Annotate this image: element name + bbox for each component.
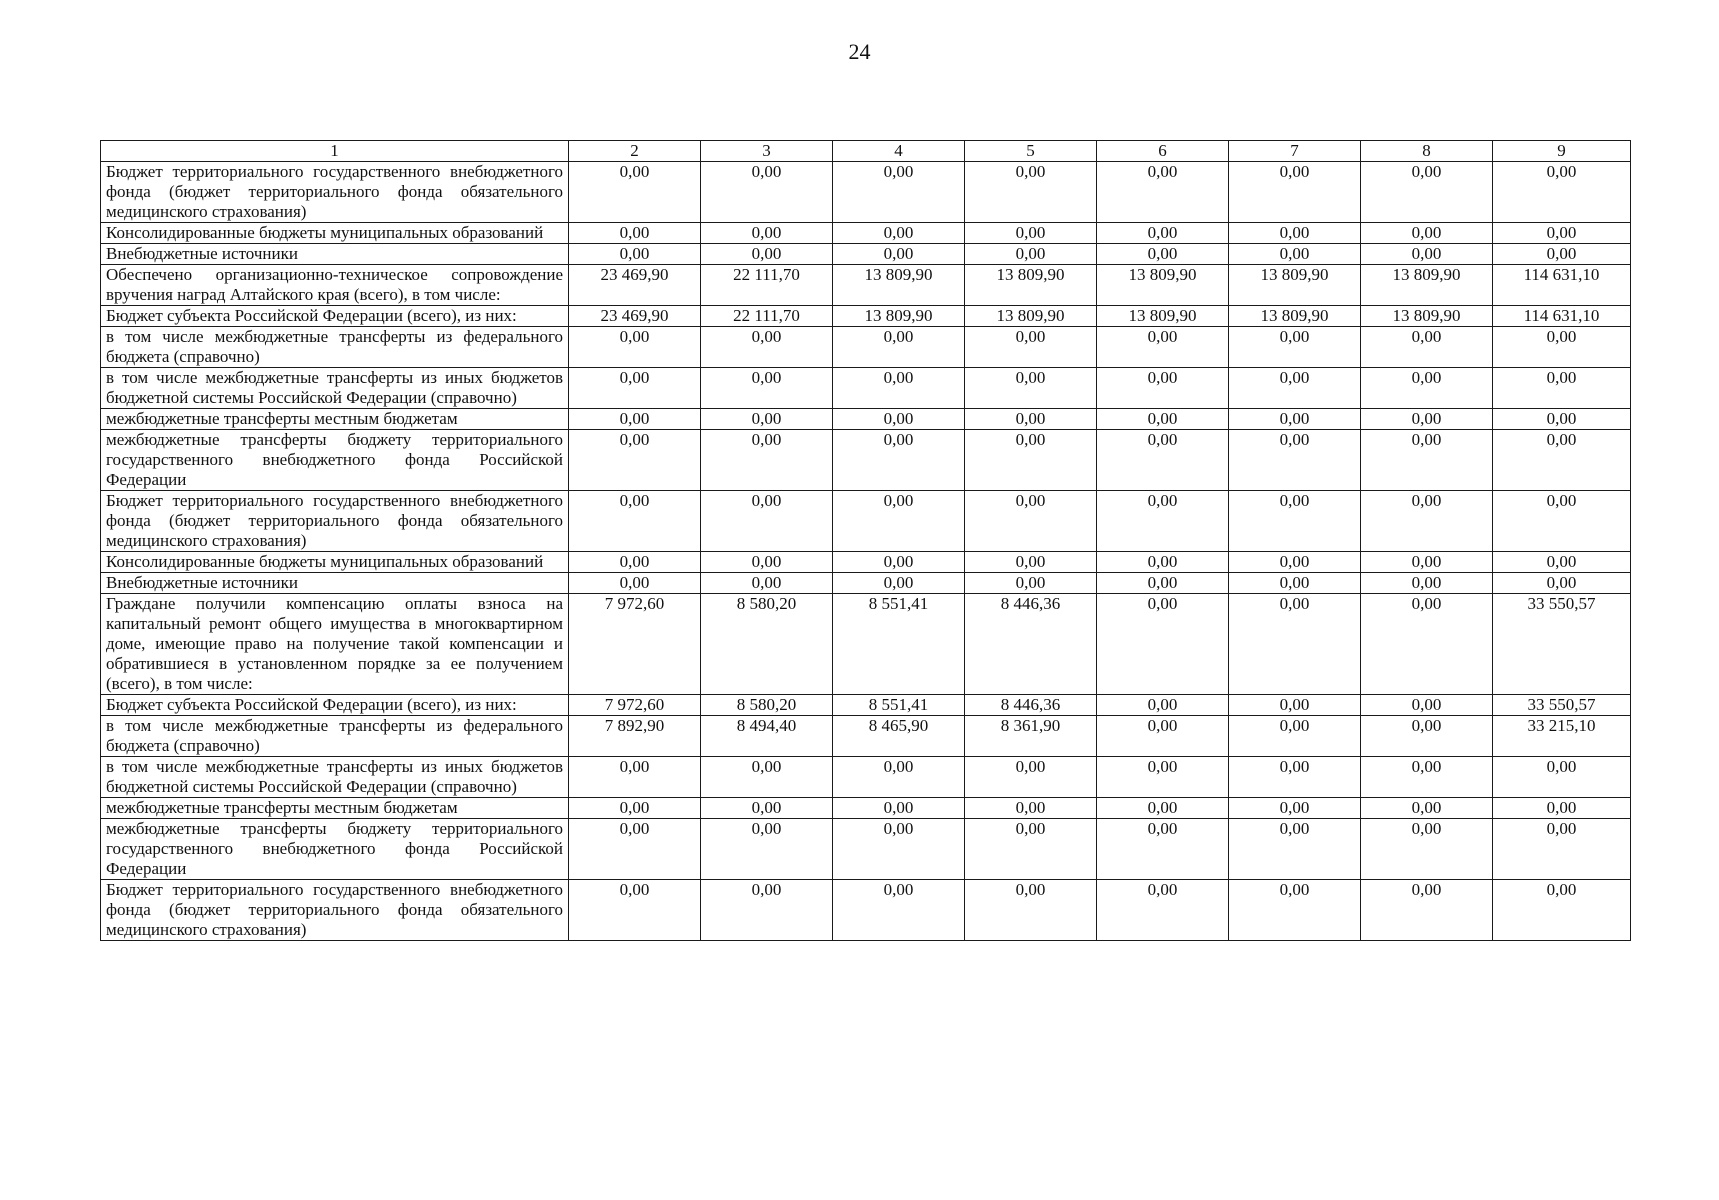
value-cell: 0,00 <box>569 244 701 265</box>
row-label-cell: Консолидированные бюджеты муниципальных образований <box>101 552 569 573</box>
column-header-cell: 2 <box>569 141 701 162</box>
value-cell: 22 111,70 <box>701 306 833 327</box>
value-cell: 0,00 <box>701 368 833 409</box>
value-cell: 0,00 <box>1493 573 1631 594</box>
value-cell: 114 631,10 <box>1493 265 1631 306</box>
table-row <box>101 162 1631 223</box>
row-label-cell: Обеспечено организационно-техническое сопровождение вручения наград Алтайского края (всего), в том числе: <box>101 265 569 306</box>
value-cell: 13 809,90 <box>1361 306 1493 327</box>
value-cell: 0,00 <box>833 162 965 223</box>
row-label-cell: в том числе межбюджетные трансферты из федерального бюджета (справочно) <box>101 716 569 757</box>
value-cell: 0,00 <box>1361 409 1493 430</box>
row-label-cell: в том числе межбюджетные трансферты из иных бюджетов бюджетной системы Российской Федерации (справочно) <box>101 757 569 798</box>
row-label-cell: Бюджет территориального государственного внебюджетного фонда (бюджет территориального фонда обязательного медицинского страхования) <box>101 162 569 223</box>
value-cell: 0,00 <box>1361 573 1493 594</box>
value-cell: 0,00 <box>1361 819 1493 880</box>
value-cell: 0,00 <box>701 491 833 552</box>
page-number: 24 <box>848 39 871 64</box>
row-label-cell: Бюджет территориального государственного внебюджетного фонда (бюджет территориального фонда обязательного медицинского страхования) <box>101 880 569 941</box>
value-cell: 0,00 <box>569 552 701 573</box>
value-cell: 0,00 <box>701 430 833 491</box>
value-cell: 0,00 <box>833 552 965 573</box>
value-cell: 0,00 <box>1361 223 1493 244</box>
value-cell: 0,00 <box>1493 223 1631 244</box>
value-cell: 0,00 <box>1361 327 1493 368</box>
row-label-cell: Бюджет субъекта Российской Федерации (всего), из них: <box>101 695 569 716</box>
value-cell: 0,00 <box>965 244 1097 265</box>
value-cell: 0,00 <box>833 368 965 409</box>
value-cell: 0,00 <box>1097 430 1229 491</box>
value-cell: 0,00 <box>1097 491 1229 552</box>
value-cell: 0,00 <box>965 409 1097 430</box>
table-row <box>101 430 1631 491</box>
table-row <box>101 573 1631 594</box>
value-cell: 0,00 <box>833 244 965 265</box>
row-label-cell: межбюджетные трансферты местным бюджетам <box>101 798 569 819</box>
value-cell: 0,00 <box>569 368 701 409</box>
value-cell: 0,00 <box>1229 798 1361 819</box>
value-cell: 0,00 <box>1097 573 1229 594</box>
row-label-cell: межбюджетные трансферты бюджету территориального государственного внебюджетного фонда Российской Федерации <box>101 430 569 491</box>
value-cell: 0,00 <box>965 880 1097 941</box>
value-cell: 0,00 <box>1493 880 1631 941</box>
value-cell: 13 809,90 <box>965 265 1097 306</box>
value-cell: 0,00 <box>1493 798 1631 819</box>
value-cell: 0,00 <box>1229 757 1361 798</box>
column-header-cell: 5 <box>965 141 1097 162</box>
value-cell: 0,00 <box>965 223 1097 244</box>
value-cell: 0,00 <box>965 573 1097 594</box>
value-cell: 0,00 <box>569 430 701 491</box>
value-cell: 0,00 <box>1361 798 1493 819</box>
table-row <box>101 880 1631 941</box>
value-cell: 0,00 <box>1361 552 1493 573</box>
row-label-cell: Внебюджетные источники <box>101 573 569 594</box>
value-cell: 0,00 <box>1229 716 1361 757</box>
value-cell: 13 809,90 <box>1097 265 1229 306</box>
table-row <box>101 798 1631 819</box>
value-cell: 13 809,90 <box>833 306 965 327</box>
value-cell: 0,00 <box>569 223 701 244</box>
value-cell: 0,00 <box>1097 244 1229 265</box>
value-cell: 0,00 <box>1493 368 1631 409</box>
row-label-cell: межбюджетные трансферты местным бюджетам <box>101 409 569 430</box>
value-cell: 0,00 <box>569 491 701 552</box>
table-row <box>101 819 1631 880</box>
value-cell: 0,00 <box>1097 223 1229 244</box>
value-cell: 0,00 <box>1493 430 1631 491</box>
row-label-cell: Консолидированные бюджеты муниципальных образований <box>101 223 569 244</box>
value-cell: 33 215,10 <box>1493 716 1631 757</box>
column-header-cell: 9 <box>1493 141 1631 162</box>
value-cell: 0,00 <box>965 491 1097 552</box>
table-row <box>101 552 1631 573</box>
value-cell: 0,00 <box>833 819 965 880</box>
value-cell: 8 465,90 <box>833 716 965 757</box>
value-cell: 0,00 <box>1097 757 1229 798</box>
value-cell: 0,00 <box>569 162 701 223</box>
value-cell: 0,00 <box>1097 798 1229 819</box>
value-cell: 0,00 <box>1229 409 1361 430</box>
column-header-cell: 4 <box>833 141 965 162</box>
value-cell: 33 550,57 <box>1493 594 1631 695</box>
value-cell: 0,00 <box>1229 162 1361 223</box>
value-cell: 0,00 <box>1229 491 1361 552</box>
value-cell: 0,00 <box>1361 880 1493 941</box>
value-cell: 0,00 <box>965 430 1097 491</box>
value-cell: 0,00 <box>1097 409 1229 430</box>
value-cell: 0,00 <box>1097 880 1229 941</box>
value-cell: 0,00 <box>1361 244 1493 265</box>
value-cell: 0,00 <box>1229 594 1361 695</box>
value-cell: 0,00 <box>1229 819 1361 880</box>
value-cell: 0,00 <box>833 573 965 594</box>
value-cell: 0,00 <box>701 573 833 594</box>
value-cell: 0,00 <box>965 819 1097 880</box>
value-cell: 0,00 <box>1493 491 1631 552</box>
value-cell: 8 580,20 <box>701 695 833 716</box>
value-cell: 0,00 <box>569 757 701 798</box>
value-cell: 0,00 <box>965 368 1097 409</box>
value-cell: 0,00 <box>833 327 965 368</box>
value-cell: 8 361,90 <box>965 716 1097 757</box>
table-row <box>101 368 1631 409</box>
value-cell: 0,00 <box>833 430 965 491</box>
value-cell: 13 809,90 <box>1361 265 1493 306</box>
column-header-cell: 8 <box>1361 141 1493 162</box>
value-cell: 0,00 <box>1097 695 1229 716</box>
value-cell: 13 809,90 <box>1097 306 1229 327</box>
value-cell: 0,00 <box>1097 368 1229 409</box>
value-cell: 0,00 <box>569 409 701 430</box>
value-cell: 7 972,60 <box>569 594 701 695</box>
value-cell: 114 631,10 <box>1493 306 1631 327</box>
budget-table <box>100 140 1631 941</box>
value-cell: 0,00 <box>701 244 833 265</box>
value-cell: 0,00 <box>701 327 833 368</box>
value-cell: 0,00 <box>833 757 965 798</box>
value-cell: 0,00 <box>701 880 833 941</box>
row-label-cell: Граждане получили компенсацию оплаты взноса на капитальный ремонт общего имущества в многоквартирном доме, имеющие право на получение такой компенсации и обратившиеся в установленном порядке за ее получением (всего), в том числе: <box>101 594 569 695</box>
value-cell: 0,00 <box>833 880 965 941</box>
value-cell: 0,00 <box>701 757 833 798</box>
value-cell: 0,00 <box>965 552 1097 573</box>
value-cell: 0,00 <box>1097 819 1229 880</box>
value-cell: 0,00 <box>1361 695 1493 716</box>
table-row <box>101 716 1631 757</box>
value-cell: 0,00 <box>701 223 833 244</box>
value-cell: 13 809,90 <box>833 265 965 306</box>
value-cell: 0,00 <box>1361 368 1493 409</box>
value-cell: 0,00 <box>1097 327 1229 368</box>
value-cell: 8 446,36 <box>965 594 1097 695</box>
table-row <box>101 757 1631 798</box>
value-cell: 0,00 <box>1097 716 1229 757</box>
column-header-cell: 3 <box>701 141 833 162</box>
table-row <box>101 491 1631 552</box>
value-cell: 23 469,90 <box>569 265 701 306</box>
value-cell: 0,00 <box>1229 430 1361 491</box>
budget-table-container <box>100 140 1630 941</box>
value-cell: 0,00 <box>1229 573 1361 594</box>
table-row <box>101 409 1631 430</box>
value-cell: 22 111,70 <box>701 265 833 306</box>
row-label-cell: межбюджетные трансферты бюджету территориального государственного внебюджетного фонда Российской Федерации <box>101 819 569 880</box>
value-cell: 0,00 <box>1229 552 1361 573</box>
value-cell: 0,00 <box>1493 327 1631 368</box>
column-number-header-row <box>101 141 1631 162</box>
value-cell: 13 809,90 <box>965 306 1097 327</box>
value-cell: 0,00 <box>701 552 833 573</box>
row-label-cell: Бюджет субъекта Российской Федерации (всего), из них: <box>101 306 569 327</box>
value-cell: 0,00 <box>1097 552 1229 573</box>
value-cell: 0,00 <box>1493 244 1631 265</box>
value-cell: 0,00 <box>1097 594 1229 695</box>
value-cell: 0,00 <box>701 162 833 223</box>
value-cell: 0,00 <box>1229 880 1361 941</box>
value-cell: 0,00 <box>1361 430 1493 491</box>
column-header-cell: 7 <box>1229 141 1361 162</box>
value-cell: 0,00 <box>1097 162 1229 223</box>
value-cell: 0,00 <box>1493 409 1631 430</box>
value-cell: 0,00 <box>1229 368 1361 409</box>
value-cell: 0,00 <box>701 798 833 819</box>
value-cell: 8 494,40 <box>701 716 833 757</box>
table-row <box>101 265 1631 306</box>
value-cell: 8 551,41 <box>833 594 965 695</box>
value-cell: 0,00 <box>965 798 1097 819</box>
table-row <box>101 244 1631 265</box>
value-cell: 0,00 <box>1493 162 1631 223</box>
column-header-cell: 1 <box>101 141 569 162</box>
table-row <box>101 306 1631 327</box>
value-cell: 0,00 <box>1361 162 1493 223</box>
value-cell: 0,00 <box>833 491 965 552</box>
value-cell: 0,00 <box>1493 552 1631 573</box>
value-cell: 33 550,57 <box>1493 695 1631 716</box>
value-cell: 0,00 <box>1361 491 1493 552</box>
value-cell: 0,00 <box>965 162 1097 223</box>
table-row <box>101 327 1631 368</box>
value-cell: 0,00 <box>965 327 1097 368</box>
value-cell: 0,00 <box>569 880 701 941</box>
value-cell: 8 580,20 <box>701 594 833 695</box>
table-row <box>101 594 1631 695</box>
value-cell: 0,00 <box>1229 223 1361 244</box>
table-row <box>101 695 1631 716</box>
value-cell: 0,00 <box>569 327 701 368</box>
value-cell: 0,00 <box>569 573 701 594</box>
value-cell: 0,00 <box>833 409 965 430</box>
value-cell: 0,00 <box>965 757 1097 798</box>
value-cell: 0,00 <box>1493 757 1631 798</box>
row-label-cell: Внебюджетные источники <box>101 244 569 265</box>
row-label-cell: Бюджет территориального государственного внебюджетного фонда (бюджет территориального фонда обязательного медицинского страхования) <box>101 491 569 552</box>
value-cell: 13 809,90 <box>1229 306 1361 327</box>
value-cell: 7 972,60 <box>569 695 701 716</box>
value-cell: 0,00 <box>569 819 701 880</box>
table-row <box>101 223 1631 244</box>
value-cell: 0,00 <box>1361 594 1493 695</box>
value-cell: 0,00 <box>833 798 965 819</box>
value-cell: 0,00 <box>1361 757 1493 798</box>
value-cell: 7 892,90 <box>569 716 701 757</box>
value-cell: 13 809,90 <box>1229 265 1361 306</box>
row-label-cell: в том числе межбюджетные трансферты из иных бюджетов бюджетной системы Российской Федерации (справочно) <box>101 368 569 409</box>
value-cell: 0,00 <box>701 409 833 430</box>
value-cell: 0,00 <box>701 819 833 880</box>
row-label-cell: в том числе межбюджетные трансферты из федерального бюджета (справочно) <box>101 327 569 368</box>
value-cell: 0,00 <box>569 798 701 819</box>
value-cell: 8 446,36 <box>965 695 1097 716</box>
value-cell: 23 469,90 <box>569 306 701 327</box>
value-cell: 0,00 <box>833 223 965 244</box>
table-body <box>101 141 1631 941</box>
value-cell: 0,00 <box>1229 244 1361 265</box>
column-header-cell: 6 <box>1097 141 1229 162</box>
value-cell: 0,00 <box>1229 327 1361 368</box>
value-cell: 0,00 <box>1493 819 1631 880</box>
value-cell: 8 551,41 <box>833 695 965 716</box>
value-cell: 0,00 <box>1361 716 1493 757</box>
value-cell: 0,00 <box>1229 695 1361 716</box>
